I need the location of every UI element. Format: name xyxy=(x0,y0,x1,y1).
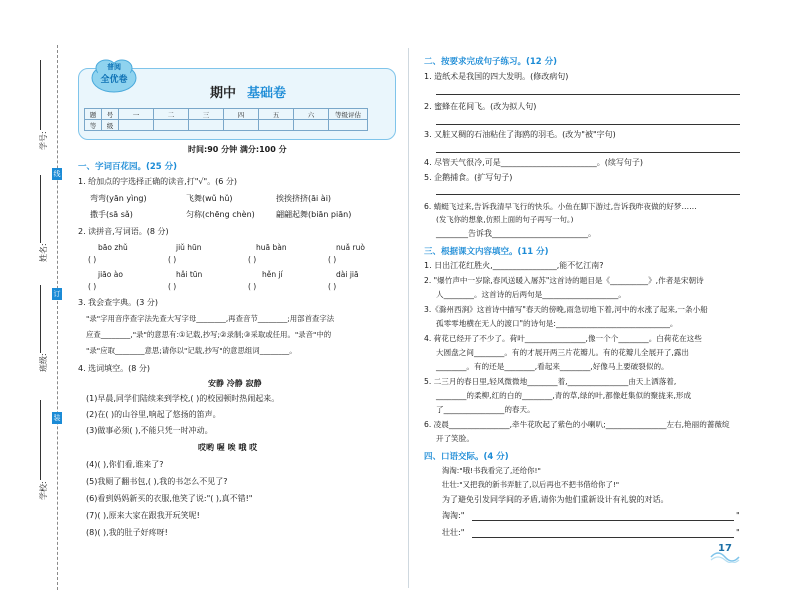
score-head-ti: 题 xyxy=(85,109,102,120)
page-divider xyxy=(408,48,409,588)
section-4-title: 四、口语交际。(4 分) xyxy=(424,452,509,462)
brand-top: 普阅 xyxy=(107,63,121,71)
score-row-deng: 等 xyxy=(85,120,102,131)
score-head-hao: 号 xyxy=(102,109,119,120)
r6-hint: (发飞你的想象,仿照上面的句子再写一句。) xyxy=(436,215,574,224)
q1-option[interactable]: 撒手(sā sǎ) xyxy=(90,210,133,219)
q4-word-bank-2: 哎哟 喔 唉 哦 哎 xyxy=(198,443,258,452)
q1-option[interactable]: 翩翩起舞(biān piān) xyxy=(276,210,352,219)
q4-sentence: (8)( ),我的肚子好疼呀! xyxy=(86,528,168,537)
q2-pinyin: dài jiā xyxy=(336,270,359,279)
t5-line: ________的柔柳,红的白的________,青的草,绿的叶,都像赶集似的聚拢来,形成 xyxy=(436,391,692,400)
dialog-zhuangzhuang: 壮壮:"又把我的新书弄脏了,以后再也不把书借给你了!" xyxy=(442,480,620,489)
t2-line: 2. "爆竹声中一岁除,春风送暖入屠苏"这首诗的题目是《__________》,作者是宋朝诗 xyxy=(424,276,704,285)
section-2-title: 二、按要求完成句子练习。(12 分) xyxy=(424,57,558,67)
q1-option[interactable]: 飞舞(wǔ hǔ) xyxy=(186,194,233,203)
brand-badge xyxy=(90,56,138,96)
r5-answer-line[interactable] xyxy=(436,194,740,195)
dialog-answer-line[interactable] xyxy=(472,537,734,538)
q2-pinyin: nuǎ ruò xyxy=(336,243,365,252)
time-info: 时间:90 分钟 满分:100 分 xyxy=(188,145,287,154)
t6-line: 开了笑脸。 xyxy=(436,434,474,443)
score-cell[interactable] xyxy=(329,120,368,131)
student-no-line[interactable] xyxy=(40,60,41,130)
t5-line: 了________________的春天。 xyxy=(436,405,535,414)
school-line[interactable] xyxy=(40,400,41,480)
r3-answer-line[interactable] xyxy=(436,152,740,153)
q2-answer-box[interactable]: ( ) xyxy=(248,255,257,264)
q4-sentence: (3)做事必须( ),不能只凭一时冲动。 xyxy=(86,426,213,435)
q3-prompt: 3. 我会查字典。(3 分) xyxy=(78,298,159,307)
name-label: 姓名: xyxy=(39,243,48,262)
r1-prompt: 1. 造纸术是我国的四大发明。(修改病句) xyxy=(424,72,569,81)
page-number: 17 xyxy=(718,543,732,554)
dialog-taotao: 淘淘:"哦!书我看完了,还给你!" xyxy=(442,466,541,475)
binding-line xyxy=(57,45,58,590)
brand-bottom: 全优卷 xyxy=(100,75,128,85)
q2-answer-box[interactable]: ( ) xyxy=(88,255,97,264)
score-cell[interactable] xyxy=(119,120,154,131)
q1-option[interactable]: 匀称(chēng chèn) xyxy=(186,210,255,219)
r2-prompt: 2. 蜜蜂在花间飞。(改为拟人句) xyxy=(424,102,537,111)
r6-prompt: 6. 蜻蜓飞过来,告诉我清早飞行的快乐。小鱼在脚下游过,告诉我昨夜做的好梦…… xyxy=(424,202,697,211)
score-cell[interactable] xyxy=(294,120,329,131)
q2-pinyin: huā bàn xyxy=(256,243,287,252)
score-table xyxy=(84,108,368,131)
binding-mark-line: 线 xyxy=(53,170,61,178)
q2-pinyin: hǎi tūn xyxy=(176,270,203,279)
q4-prompt: 4. 选词填空。(8 分) xyxy=(78,364,151,373)
q2-answer-box[interactable]: ( ) xyxy=(88,282,97,291)
t5-line: 5. 二三月的春日里,轻风微微地________着,________________由天上洒落着, xyxy=(424,377,677,386)
score-cell[interactable] xyxy=(224,120,259,131)
dialog-close-quote: " xyxy=(736,511,740,520)
r4-prompt: 4. 尽管天气很冷,可是________________________。(续写句子) xyxy=(424,158,643,167)
score-head-3: 三 xyxy=(189,109,224,120)
q4-sentence: (5)我厕了翻书包,( ),我的书怎么不见了? xyxy=(86,477,228,486)
q2-answer-box[interactable]: ( ) xyxy=(328,255,337,264)
q3-line: 应查________,"录"的意思有:①记载,抄写;②录制;③采取或任用。"录音"中的 xyxy=(86,330,332,339)
r1-answer-line[interactable] xyxy=(436,94,740,95)
dialog-answer-line[interactable] xyxy=(472,520,734,521)
q2-prompt: 2. 读拼音,写词语。(8 分) xyxy=(78,227,169,236)
t2-line: 人________。这首诗的后两句是____________________。 xyxy=(436,290,626,299)
score-cell[interactable] xyxy=(154,120,189,131)
score-head-4: 四 xyxy=(224,109,259,120)
section-1-title: 一、字词百花园。(25 分) xyxy=(78,162,178,172)
q2-answer-box[interactable]: ( ) xyxy=(168,282,177,291)
r3-prompt: 3. 又脏又稠的石油粘住了海鸥的羽毛。(改为"被"字句) xyxy=(424,130,616,139)
q4-sentence: (7)( ),原来大家在跟我开玩笑呢! xyxy=(86,511,200,520)
score-head-6: 六 xyxy=(294,109,329,120)
binding-margin xyxy=(0,0,62,602)
q4-sentence: (6)看到妈妈新买的衣服,他笑了说:"( ),真不错!" xyxy=(86,494,253,503)
q2-pinyin: jiǔ hūn xyxy=(176,243,202,252)
dialog-close-quote: " xyxy=(736,528,740,537)
r2-answer-line[interactable] xyxy=(436,124,740,125)
exam-title: 期中 xyxy=(210,86,237,101)
binding-mark-bind: 装 xyxy=(53,414,61,422)
student-no-label: 学号: xyxy=(39,131,48,150)
q3-line: "录"应取________意思;请你以"记载,抄写"的意思组词________。 xyxy=(86,346,297,355)
r6-answer[interactable]: ________告诉我________________________。 xyxy=(436,229,596,238)
q2-pinyin: bāo zhǔ xyxy=(98,243,128,252)
page-number-badge xyxy=(710,545,740,563)
t3-line: 3.《滁州西涧》这首诗中描写"春天的傍晚,雨急切地下着,河中的水涨了起来,一条小船 xyxy=(424,305,708,314)
q1-option[interactable]: 挨挨挤挤(āi ài) xyxy=(276,194,332,203)
q4-sentence: (1)早晨,同学们陆续来到学校,( )的校园顿时热闹起来。 xyxy=(86,394,280,403)
exam-title-tag: 基础卷 xyxy=(247,86,287,101)
q1-prompt: 1. 给加点的字选择正确的读音,打"√"。(6 分) xyxy=(78,177,238,186)
class-label: 班级: xyxy=(39,353,48,372)
score-cell[interactable] xyxy=(259,120,294,131)
q2-answer-box[interactable]: ( ) xyxy=(328,282,337,291)
q1-option[interactable]: 弯弯(yān yìng) xyxy=(90,194,147,203)
score-head-grade: 等级评估 xyxy=(329,109,368,120)
school-label: 学校: xyxy=(39,481,48,500)
q3-line: "录"字用音序查字法先查大写字母________,再查音节________;用部首查字法 xyxy=(86,314,335,323)
dialog-answer-label-taotao: 淘淘:" xyxy=(442,511,465,520)
q4-sentence: (2)在( )的山谷里,响起了悠扬的笛声。 xyxy=(86,410,221,419)
score-cell[interactable] xyxy=(189,120,224,131)
binding-mark-order: 订 xyxy=(53,290,61,298)
r5-prompt: 5. 企鹅捕食。(扩写句子) xyxy=(424,173,513,182)
score-head-2: 二 xyxy=(154,109,189,120)
q4-sentence: (4)( ),你们看,谁来了? xyxy=(86,460,164,469)
dialog-answer-label-zhuangzhuang: 壮壮:" xyxy=(442,528,465,537)
score-head-5: 五 xyxy=(259,109,294,120)
t3-line: 孤零零地横在无人的渡口"的诗句是:______________________________。 xyxy=(436,319,678,328)
dialog-instruction: 为了避免引发同学间的矛盾,请你为他们重新设计有礼貌的对话。 xyxy=(442,495,669,504)
t1-line: 1. 日出江花红胜火,________________,能不忆江南? xyxy=(424,261,604,270)
t6-line: 6. 凌晨________________,牵牛花吹起了紫色的小喇叭;________________左右,艳丽的蔷薇绽 xyxy=(424,420,730,429)
q2-answer-box[interactable]: ( ) xyxy=(248,282,257,291)
section-3-title: 三、根据课文内容填空。(11 分) xyxy=(424,247,549,257)
class-line[interactable] xyxy=(40,285,41,353)
q2-pinyin: jiāo ào xyxy=(98,270,123,279)
q4-word-bank-1: 安静 冷静 寂静 xyxy=(208,379,262,388)
t4-line: ________。有的还是________,看起来________,好像马上要破裂似的。 xyxy=(436,362,669,371)
q2-answer-box[interactable]: ( ) xyxy=(168,255,177,264)
score-head-1: 一 xyxy=(119,109,154,120)
t4-line: 4. 荷花已经开了不少了。荷叶________________,像一个个________。白荷花在这些 xyxy=(424,334,702,343)
name-line[interactable] xyxy=(40,175,41,243)
score-row-ji: 级 xyxy=(102,120,119,131)
q2-pinyin: hěn jí xyxy=(262,270,283,279)
t4-line: 大圆盘之间________。有的才展开两三片花瓣儿。有的花瓣儿全展开了,露出 xyxy=(436,348,690,357)
